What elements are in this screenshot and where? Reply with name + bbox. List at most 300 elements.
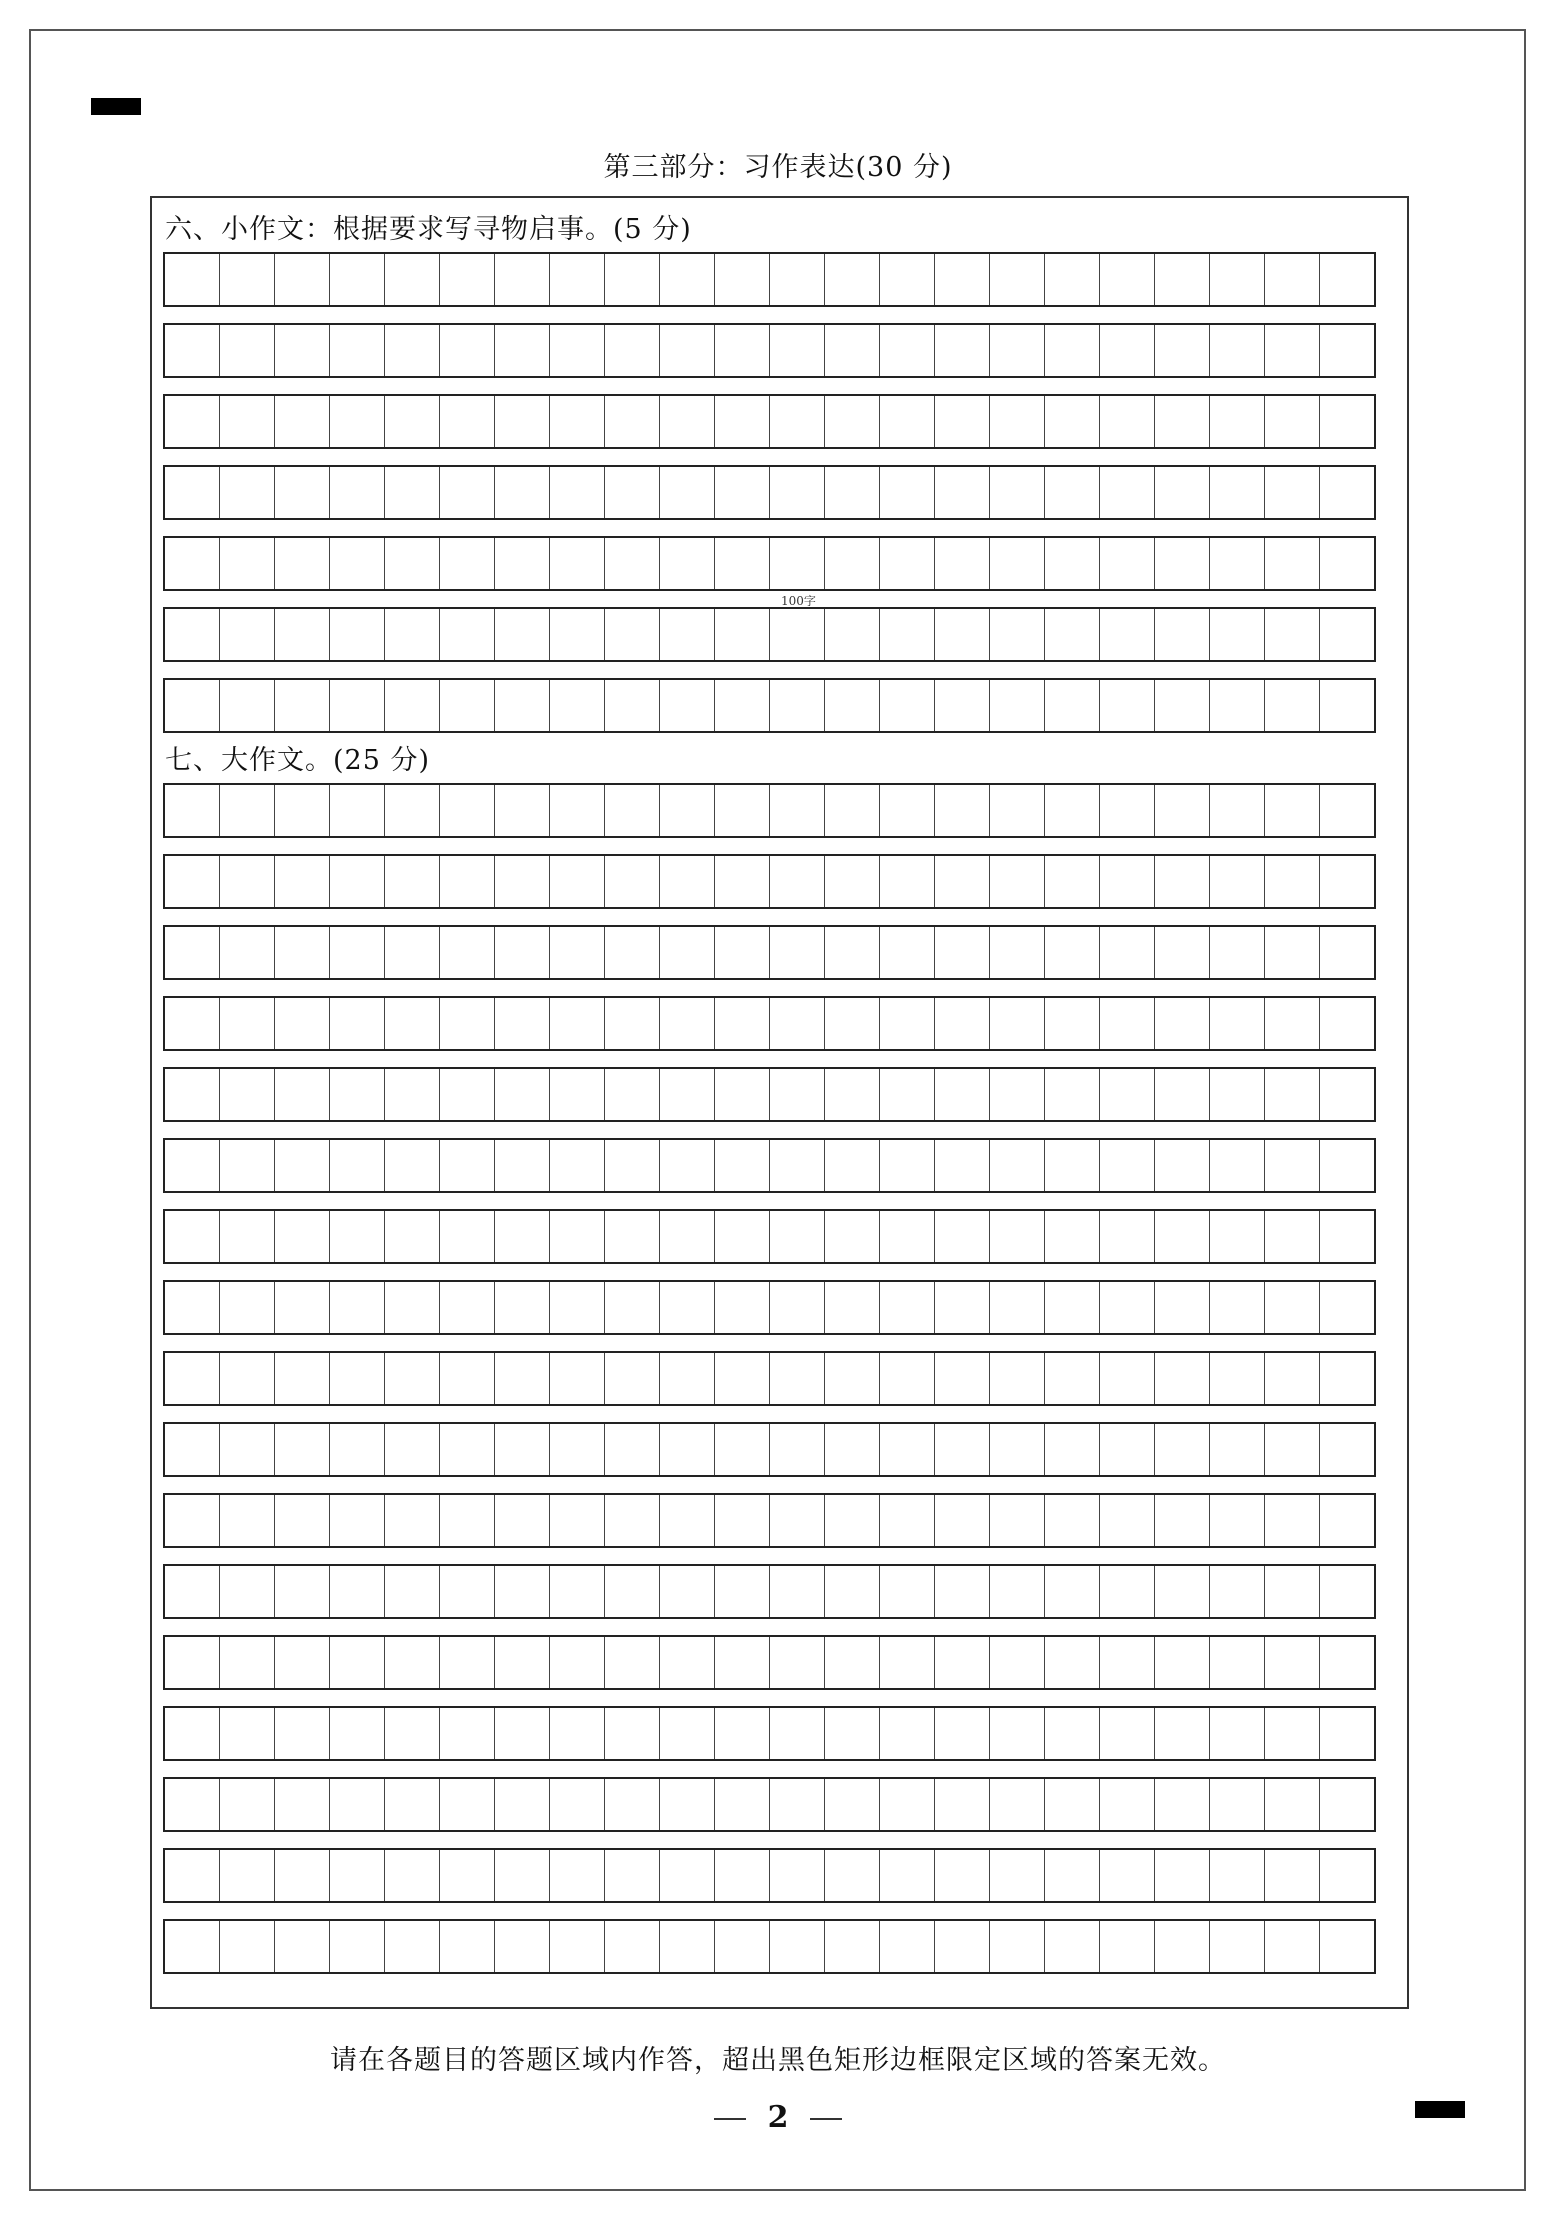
grid-cell[interactable] [604,325,659,376]
grid-cell[interactable] [1264,254,1319,305]
grid-cell[interactable] [439,1708,494,1759]
grid-cell[interactable] [934,785,989,836]
grid-cell[interactable] [1319,1140,1374,1191]
grid-cell[interactable] [329,1069,384,1120]
grid-cell[interactable] [1099,1140,1154,1191]
grid-cell[interactable] [219,1779,274,1830]
grid-cell[interactable] [219,1211,274,1262]
grid-cell[interactable] [165,1637,219,1688]
grid-cell[interactable] [384,1424,439,1475]
grid-cell[interactable] [989,998,1044,1049]
grid-cell[interactable] [165,1850,219,1901]
grid-cell[interactable] [659,1424,714,1475]
grid-cell[interactable] [989,1566,1044,1617]
long-essay-grid-row[interactable] [163,854,1376,909]
grid-cell[interactable] [1154,1708,1209,1759]
grid-cell[interactable] [1099,856,1154,907]
grid-cell[interactable] [604,927,659,978]
grid-cell[interactable] [714,254,769,305]
grid-cell[interactable] [659,538,714,589]
grid-cell[interactable] [714,1779,769,1830]
grid-cell[interactable] [1319,609,1374,660]
grid-cell[interactable] [439,538,494,589]
grid-cell[interactable] [879,1069,934,1120]
grid-cell[interactable] [824,1140,879,1191]
grid-cell[interactable] [384,1211,439,1262]
grid-cell[interactable] [824,1069,879,1120]
grid-cell[interactable] [769,609,824,660]
grid-cell[interactable] [934,538,989,589]
grid-cell[interactable] [549,1637,604,1688]
grid-cell[interactable] [219,1708,274,1759]
grid-cell[interactable] [934,1708,989,1759]
grid-cell[interactable] [549,1069,604,1120]
grid-cell[interactable] [1209,1637,1264,1688]
grid-cell[interactable] [549,325,604,376]
grid-cell[interactable] [1154,1637,1209,1688]
grid-cell[interactable] [494,1495,549,1546]
grid-cell[interactable] [494,927,549,978]
grid-cell[interactable] [1154,609,1209,660]
grid-cell[interactable] [1099,1495,1154,1546]
grid-cell[interactable] [824,1566,879,1617]
grid-cell[interactable] [1264,467,1319,518]
grid-cell[interactable] [1154,856,1209,907]
grid-cell[interactable] [329,1779,384,1830]
grid-cell[interactable] [989,254,1044,305]
grid-cell[interactable] [1154,396,1209,447]
grid-cell[interactable] [1264,998,1319,1049]
grid-cell[interactable] [989,1708,1044,1759]
grid-cell[interactable] [1264,396,1319,447]
long-essay-grid-row[interactable] [163,1564,1376,1619]
grid-cell[interactable] [714,467,769,518]
grid-cell[interactable] [219,856,274,907]
grid-cell[interactable] [714,325,769,376]
grid-cell[interactable] [1209,927,1264,978]
grid-cell[interactable] [659,1921,714,1972]
grid-cell[interactable] [769,325,824,376]
grid-cell[interactable] [769,680,824,731]
grid-cell[interactable] [329,1850,384,1901]
grid-cell[interactable] [769,467,824,518]
grid-cell[interactable] [165,254,219,305]
grid-cell[interactable] [659,1140,714,1191]
grid-cell[interactable] [1154,467,1209,518]
grid-cell[interactable] [879,1921,934,1972]
grid-cell[interactable] [1154,927,1209,978]
grid-cell[interactable] [219,1495,274,1546]
grid-cell[interactable] [1209,1424,1264,1475]
grid-cell[interactable] [329,1637,384,1688]
grid-cell[interactable] [1209,785,1264,836]
grid-cell[interactable] [219,609,274,660]
grid-cell[interactable] [384,325,439,376]
grid-cell[interactable] [1154,1566,1209,1617]
grid-cell[interactable] [165,680,219,731]
grid-cell[interactable] [494,1424,549,1475]
grid-cell[interactable] [879,1850,934,1901]
grid-cell[interactable] [879,998,934,1049]
grid-cell[interactable] [1319,1637,1374,1688]
grid-cell[interactable] [549,467,604,518]
grid-cell[interactable] [1154,325,1209,376]
grid-cell[interactable] [934,467,989,518]
grid-cell[interactable] [1044,1637,1099,1688]
grid-cell[interactable] [1044,467,1099,518]
grid-cell[interactable] [439,1353,494,1404]
grid-cell[interactable] [879,680,934,731]
grid-cell[interactable] [769,1850,824,1901]
grid-cell[interactable] [384,254,439,305]
grid-cell[interactable] [769,1353,824,1404]
grid-cell[interactable] [1209,254,1264,305]
grid-cell[interactable] [1319,538,1374,589]
grid-cell[interactable] [494,1282,549,1333]
grid-cell[interactable] [989,856,1044,907]
grid-cell[interactable] [1264,1140,1319,1191]
grid-cell[interactable] [1044,856,1099,907]
grid-cell[interactable] [1264,1211,1319,1262]
grid-cell[interactable] [989,1495,1044,1546]
grid-cell[interactable] [329,1282,384,1333]
grid-cell[interactable] [384,467,439,518]
grid-cell[interactable] [934,1779,989,1830]
grid-cell[interactable] [1319,1566,1374,1617]
grid-cell[interactable] [1209,396,1264,447]
grid-cell[interactable] [329,609,384,660]
grid-cell[interactable] [1154,1495,1209,1546]
grid-cell[interactable] [879,856,934,907]
grid-cell[interactable] [989,538,1044,589]
grid-cell[interactable] [659,325,714,376]
grid-cell[interactable] [219,1850,274,1901]
grid-cell[interactable] [879,1495,934,1546]
grid-cell[interactable] [1209,1566,1264,1617]
grid-cell[interactable] [165,1069,219,1120]
grid-cell[interactable] [769,254,824,305]
grid-cell[interactable] [219,467,274,518]
grid-cell[interactable] [879,785,934,836]
grid-cell[interactable] [989,1353,1044,1404]
grid-cell[interactable] [1264,1921,1319,1972]
grid-cell[interactable] [1319,1921,1374,1972]
grid-cell[interactable] [824,609,879,660]
grid-cell[interactable] [274,998,329,1049]
grid-cell[interactable] [989,467,1044,518]
grid-cell[interactable] [769,998,824,1049]
grid-cell[interactable] [1264,927,1319,978]
grid-cell[interactable] [165,467,219,518]
grid-cell[interactable] [274,467,329,518]
grid-cell[interactable] [494,538,549,589]
grid-cell[interactable] [1099,1282,1154,1333]
grid-cell[interactable] [879,396,934,447]
grid-cell[interactable] [769,1495,824,1546]
grid-cell[interactable] [659,927,714,978]
grid-cell[interactable] [1044,1921,1099,1972]
grid-cell[interactable] [549,998,604,1049]
long-essay-grid-row[interactable] [163,1138,1376,1193]
grid-cell[interactable] [824,254,879,305]
grid-cell[interactable] [439,1424,494,1475]
grid-cell[interactable] [329,254,384,305]
grid-cell[interactable] [1044,1779,1099,1830]
grid-cell[interactable] [989,1850,1044,1901]
grid-cell[interactable] [604,1637,659,1688]
grid-cell[interactable] [384,1140,439,1191]
grid-cell[interactable] [1154,1779,1209,1830]
grid-cell[interactable] [384,998,439,1049]
grid-cell[interactable] [549,680,604,731]
grid-cell[interactable] [219,785,274,836]
grid-cell[interactable] [604,680,659,731]
grid-cell[interactable] [1264,1282,1319,1333]
grid-cell[interactable] [274,1850,329,1901]
grid-cell[interactable] [769,1779,824,1830]
grid-cell[interactable] [1154,1069,1209,1120]
grid-cell[interactable] [879,467,934,518]
grid-cell[interactable] [494,254,549,305]
grid-cell[interactable] [329,1140,384,1191]
grid-cell[interactable] [329,1921,384,1972]
grid-cell[interactable] [549,1140,604,1191]
grid-cell[interactable] [274,538,329,589]
grid-cell[interactable] [219,1921,274,1972]
grid-cell[interactable] [1044,609,1099,660]
grid-cell[interactable] [494,609,549,660]
grid-cell[interactable] [439,396,494,447]
grid-cell[interactable] [1209,1779,1264,1830]
grid-cell[interactable] [769,927,824,978]
grid-cell[interactable] [824,856,879,907]
grid-cell[interactable] [1209,680,1264,731]
grid-cell[interactable] [714,1850,769,1901]
grid-cell[interactable] [165,1566,219,1617]
grid-cell[interactable] [879,1353,934,1404]
grid-cell[interactable] [219,1353,274,1404]
grid-cell[interactable] [1264,1637,1319,1688]
grid-cell[interactable] [1044,1353,1099,1404]
grid-cell[interactable] [1099,680,1154,731]
grid-cell[interactable] [494,998,549,1049]
grid-cell[interactable] [549,538,604,589]
grid-cell[interactable] [1209,856,1264,907]
grid-cell[interactable] [659,1566,714,1617]
grid-cell[interactable] [165,1211,219,1262]
grid-cell[interactable] [879,1566,934,1617]
grid-cell[interactable] [439,927,494,978]
grid-cell[interactable] [824,1637,879,1688]
grid-cell[interactable] [494,1353,549,1404]
grid-cell[interactable] [274,1921,329,1972]
grid-cell[interactable] [165,1353,219,1404]
grid-cell[interactable] [549,1566,604,1617]
grid-cell[interactable] [714,396,769,447]
grid-cell[interactable] [934,609,989,660]
long-essay-grid-row[interactable] [163,1280,1376,1335]
grid-cell[interactable] [1154,1850,1209,1901]
grid-cell[interactable] [1264,1708,1319,1759]
grid-cell[interactable] [494,1566,549,1617]
grid-cell[interactable] [329,396,384,447]
grid-cell[interactable] [329,1708,384,1759]
grid-cell[interactable] [989,396,1044,447]
grid-cell[interactable] [769,1921,824,1972]
grid-cell[interactable] [1099,396,1154,447]
grid-cell[interactable] [769,785,824,836]
grid-cell[interactable] [1264,538,1319,589]
grid-cell[interactable] [219,1140,274,1191]
grid-cell[interactable] [659,680,714,731]
grid-cell[interactable] [494,856,549,907]
grid-cell[interactable] [1209,1495,1264,1546]
grid-cell[interactable] [1099,1637,1154,1688]
grid-cell[interactable] [604,998,659,1049]
grid-cell[interactable] [1319,396,1374,447]
grid-cell[interactable] [384,538,439,589]
grid-cell[interactable] [494,396,549,447]
grid-cell[interactable] [659,1353,714,1404]
long-essay-grid-row[interactable] [163,1493,1376,1548]
short-essay-grid-row[interactable] [163,678,1376,733]
short-essay-grid-row[interactable] [163,465,1376,520]
grid-cell[interactable] [604,1708,659,1759]
grid-cell[interactable] [165,927,219,978]
grid-cell[interactable] [769,1069,824,1120]
grid-cell[interactable] [549,1353,604,1404]
grid-cell[interactable] [714,1424,769,1475]
grid-cell[interactable] [714,785,769,836]
grid-cell[interactable] [274,325,329,376]
grid-cell[interactable] [659,609,714,660]
grid-cell[interactable] [604,1921,659,1972]
grid-cell[interactable] [274,785,329,836]
grid-cell[interactable] [934,856,989,907]
grid-cell[interactable] [1099,998,1154,1049]
grid-cell[interactable] [1264,609,1319,660]
grid-cell[interactable] [384,680,439,731]
grid-cell[interactable] [439,1069,494,1120]
grid-cell[interactable] [1044,998,1099,1049]
grid-cell[interactable] [1099,785,1154,836]
grid-cell[interactable] [714,1140,769,1191]
grid-cell[interactable] [824,1424,879,1475]
grid-cell[interactable] [439,609,494,660]
grid-cell[interactable] [219,1424,274,1475]
short-essay-grid-row[interactable] [163,536,1376,591]
grid-cell[interactable] [1044,1708,1099,1759]
grid-cell[interactable] [1044,396,1099,447]
grid-cell[interactable] [219,998,274,1049]
grid-cell[interactable] [989,680,1044,731]
grid-cell[interactable] [165,1140,219,1191]
grid-cell[interactable] [384,856,439,907]
grid-cell[interactable] [1209,1353,1264,1404]
grid-cell[interactable] [934,1282,989,1333]
grid-cell[interactable] [1154,998,1209,1049]
long-essay-grid-row[interactable] [163,1351,1376,1406]
grid-cell[interactable] [824,927,879,978]
grid-cell[interactable] [1044,538,1099,589]
grid-cell[interactable] [1154,1211,1209,1262]
grid-cell[interactable] [659,856,714,907]
grid-cell[interactable] [329,927,384,978]
grid-cell[interactable] [165,1282,219,1333]
grid-cell[interactable] [879,609,934,660]
grid-cell[interactable] [1319,1779,1374,1830]
grid-cell[interactable] [274,1424,329,1475]
grid-cell[interactable] [604,1566,659,1617]
grid-cell[interactable] [549,254,604,305]
grid-cell[interactable] [989,1069,1044,1120]
grid-cell[interactable] [274,1211,329,1262]
grid-cell[interactable] [219,1566,274,1617]
grid-cell[interactable] [439,1850,494,1901]
grid-cell[interactable] [659,785,714,836]
grid-cell[interactable] [934,1495,989,1546]
long-essay-grid-row[interactable] [163,1422,1376,1477]
grid-cell[interactable] [769,1140,824,1191]
grid-cell[interactable] [274,609,329,660]
grid-cell[interactable] [1044,1424,1099,1475]
grid-cell[interactable] [1264,1069,1319,1120]
grid-cell[interactable] [604,1282,659,1333]
grid-cell[interactable] [1209,467,1264,518]
grid-cell[interactable] [439,680,494,731]
grid-cell[interactable] [1099,1424,1154,1475]
grid-cell[interactable] [1154,254,1209,305]
grid-cell[interactable] [934,396,989,447]
grid-cell[interactable] [549,1779,604,1830]
grid-cell[interactable] [879,1708,934,1759]
grid-cell[interactable] [1319,1495,1374,1546]
grid-cell[interactable] [219,396,274,447]
grid-cell[interactable] [494,325,549,376]
grid-cell[interactable] [549,1495,604,1546]
grid-cell[interactable] [1099,1566,1154,1617]
long-essay-grid-row[interactable] [163,783,1376,838]
grid-cell[interactable] [274,1708,329,1759]
grid-cell[interactable] [439,1779,494,1830]
grid-cell[interactable] [824,1211,879,1262]
grid-cell[interactable] [384,1495,439,1546]
grid-cell[interactable] [1154,680,1209,731]
grid-cell[interactable] [714,1637,769,1688]
grid-cell[interactable] [439,998,494,1049]
grid-cell[interactable] [549,1921,604,1972]
grid-cell[interactable] [549,1424,604,1475]
grid-cell[interactable] [384,1779,439,1830]
grid-cell[interactable] [604,1211,659,1262]
grid-cell[interactable] [494,680,549,731]
grid-cell[interactable] [879,1779,934,1830]
grid-cell[interactable] [604,538,659,589]
grid-cell[interactable] [604,856,659,907]
grid-cell[interactable] [1264,856,1319,907]
grid-cell[interactable] [714,1211,769,1262]
grid-cell[interactable] [714,1921,769,1972]
grid-cell[interactable] [1099,1779,1154,1830]
grid-cell[interactable] [714,680,769,731]
grid-cell[interactable] [824,1921,879,1972]
grid-cell[interactable] [824,680,879,731]
grid-cell[interactable] [659,1282,714,1333]
grid-cell[interactable] [494,1850,549,1901]
grid-cell[interactable] [1319,1850,1374,1901]
grid-cell[interactable] [549,1708,604,1759]
grid-cell[interactable] [439,254,494,305]
